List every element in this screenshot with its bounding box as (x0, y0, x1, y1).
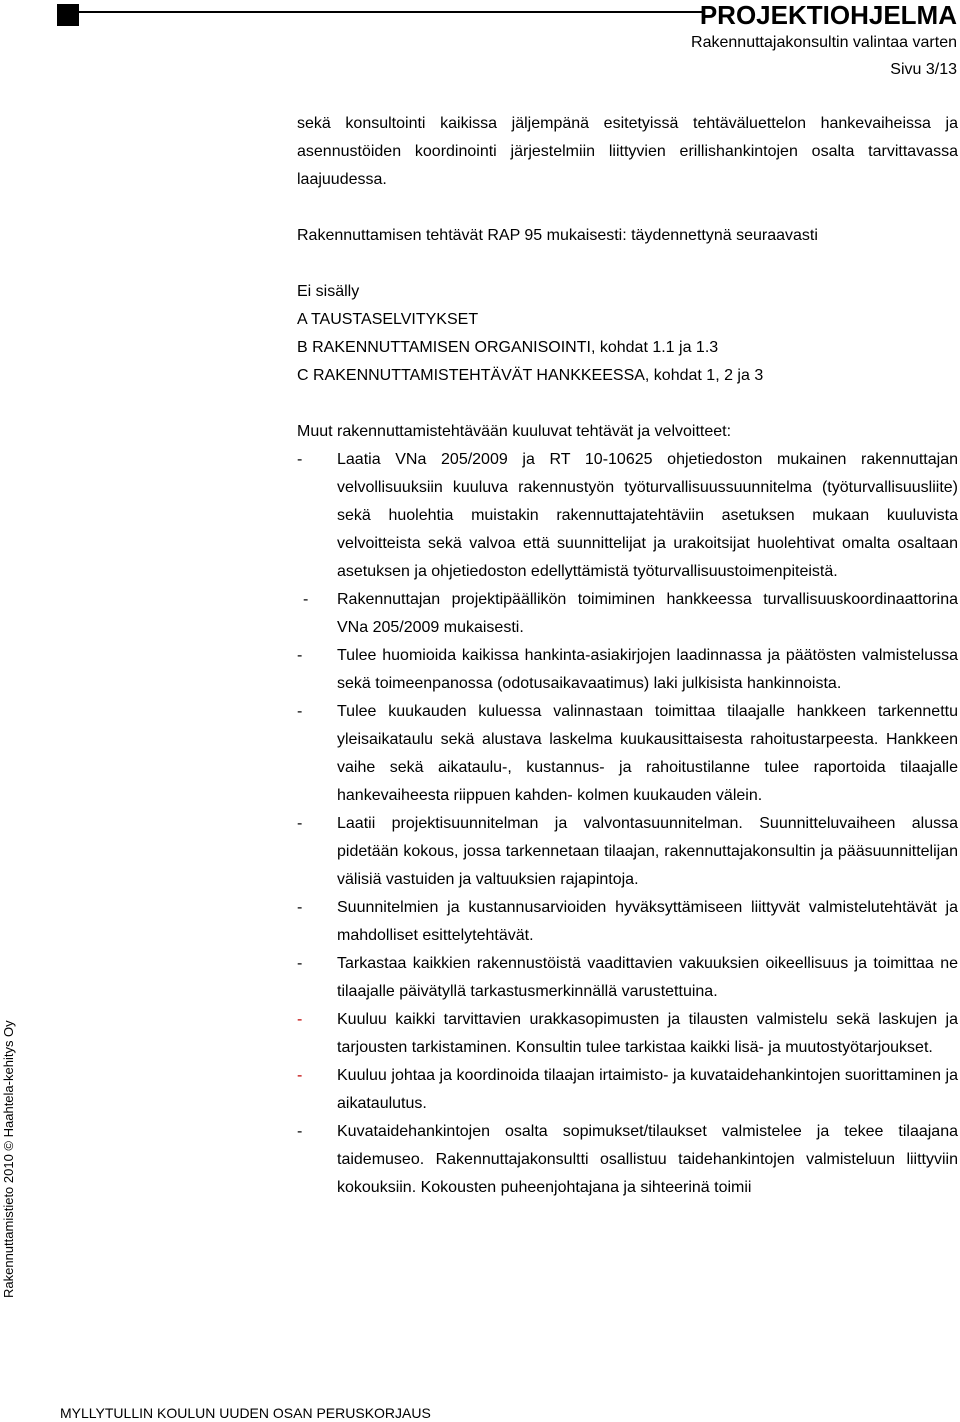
list-item (297, 894, 958, 950)
task-list (297, 446, 958, 1202)
intro-paragraph: sekä konsultointi kaikissa jäljempänä esitetyissä tehtäväluettelon hankevaiheissa ja asennustöiden koordinointi järjestelmiin liittyvien erillishankintojen osalta tarvittavassa laajuudessa. (297, 115, 958, 188)
list-dash: - (297, 703, 303, 720)
footer-project-name: MYLLYTULLIN KOULUN UUDEN OSAN PERUSKORJAUS (60, 1405, 431, 1421)
list-dash: - (297, 647, 303, 664)
list-dash: - (303, 591, 309, 608)
list-item (297, 1006, 958, 1062)
list-item-text: Laatii projektisuunnitelman ja valvontasuunnitelman. Suunnitteluvaiheen alussa pidetään kokous, jossa tarkennetaan tilaajan, rakennuttajakonsultin ja pääsuunnittelijan välisiä vastuiden ja valtuuksien rajapintoja. (337, 815, 958, 888)
scope-line: B RAKENNUTTAMISEN ORGANISOINTI, kohdat 1.1 ja 1.3 (297, 339, 719, 356)
list-item (297, 1118, 958, 1202)
list-item-text: Laatia VNa 205/2009 ja RT 10-10625 ohjetiedoston mukainen rakennuttajan velvollisuuksiin kuuluva rakennustyön työturvallisuussuunnitelma (työturvallisuusliite) sekä huolehtia muistakin rakennuttajatehtäviin asetuksen mukaan kuuluvista velvoitteista sekä valvoa että suunnittelijat ja urakoitsijat huolehtivat omalta osaltaan asetuksen ja ohjetiedoston edellyttämistä työturvallisuustoimenpiteistä. (337, 451, 958, 580)
list-item (297, 642, 958, 698)
header-rule (79, 11, 705, 13)
list-item (297, 950, 958, 1006)
list-item (297, 1062, 958, 1118)
page-number: Sivu 3/13 (890, 61, 957, 78)
side-copyright-text: Rakennuttamistieto 2010 © Haahtela-kehitys Oy (1, 1020, 16, 1298)
header-black-square (57, 4, 79, 26)
list-item (297, 698, 958, 810)
list-dash: - (297, 1067, 303, 1084)
list-item-text: Kuuluu kaikki tarvittavien urakkasopimusten ja tilausten valmistelu sekä laskujen ja tarjousten tarkistaminen. Konsultin tulee tarkistaa kaikki lisä- ja muutostyötarjoukset. (337, 1011, 958, 1056)
document-subtitle: Rakennuttajakonsultin valintaa varten (691, 34, 957, 51)
list-dash: - (297, 955, 303, 972)
list-dash: - (297, 451, 303, 468)
list-item-text: Tarkastaa kaikkien rakennustöistä vaadittavien vakuuksien oikeellisuus ja toimittaa ne tilaajalle päivätyllä tarkastusmerkinnällä varustettuina. (337, 955, 958, 1000)
list-dash: - (297, 899, 303, 916)
list-item-text: Suunnitelmien ja kustannusarvioiden hyväksyttämiseen liittyvät valmistelutehtävät ja mahdolliset esittelytehtävät. (337, 899, 958, 944)
other-tasks-heading: Muut rakennuttamistehtävään kuuluvat tehtävät ja velvoitteet: (297, 423, 732, 440)
list-item (297, 810, 958, 894)
list-item-text: Tulee huomioida kaikissa hankinta-asiakirjojen laadinnassa ja päätösten valmistelussa sekä toimeenpanossa (odotusaikavaatimus) laki julkisista hankinnoista. (337, 647, 958, 692)
scope-line: A TAUSTASELVITYKSET (297, 311, 479, 328)
document-title: PROJEKTIOHJELMA (699, 0, 957, 30)
rap-heading: Rakennuttamisen tehtävät RAP 95 mukaisesti: täydennettynä seuraavasti (297, 227, 818, 244)
document-body (297, 110, 958, 1202)
scope-line: Ei sisälly (297, 283, 360, 300)
list-item-text: Rakennuttajan projektipäällikön toimiminen hankkeessa turvallisuuskoordinaattorina VNa 205/2009 mukaisesti. (337, 591, 958, 636)
list-dash: - (297, 1011, 303, 1028)
list-dash: - (297, 1123, 303, 1140)
list-item (297, 586, 958, 642)
list-item-text: Kuvataidehankintojen osalta sopimukset/tilaukset valmistelee ja tekee tilaajana taidemuseo. Rakennuttajakonsultti osallistuu taidehankintojen valmisteluun liittyviin kokouksiin. Kokousten puheenjohtajana ja sihteerinä toimii (337, 1123, 958, 1196)
list-item (297, 446, 958, 586)
list-item-text: Tulee kuukauden kuluessa valinnastaan toimittaa tilaajalle hankkeen tarkennettu yleisaikataulu sekä alustava laskelma kuukausittaisesta rahoitustarpeesta. Hankkeen vaihe sekä aikataulu-, kustannus- ja rahoitustilanne tulee raportoida tilaajalle hankevaiheesta riippuen kahden- kolmen kuukauden välein. (337, 703, 958, 804)
list-dash: - (297, 815, 303, 832)
list-item-text: Kuuluu johtaa ja koordinoida tilaajan irtaimisto- ja kuvataidehankintojen suorittaminen ja aikataulutus. (337, 1067, 958, 1112)
scope-line: C RAKENNUTTAMISTEHTÄVÄT HANKKEESSA, kohdat 1, 2 ja 3 (297, 367, 764, 384)
